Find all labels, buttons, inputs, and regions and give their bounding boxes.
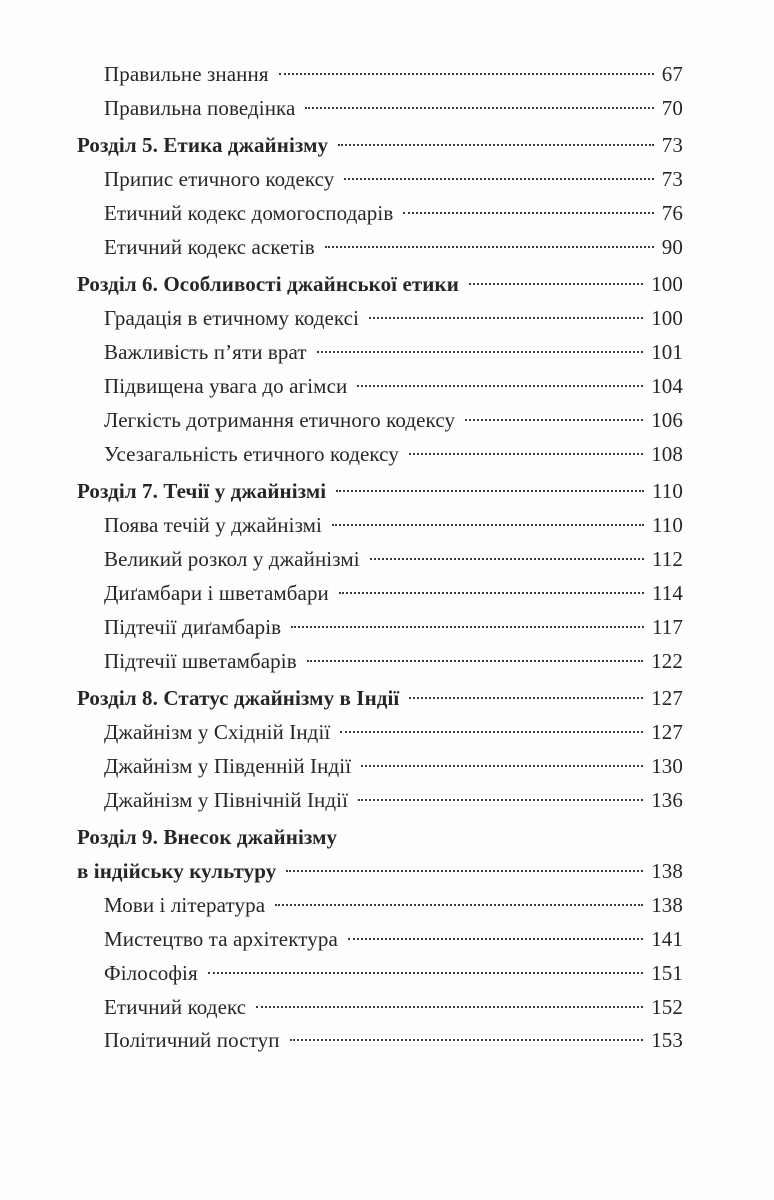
toc-subsection-entry: [77, 231, 683, 265]
toc-subsection-entry: [77, 750, 683, 784]
toc-page-number: 122: [651, 648, 683, 673]
toc-subsection-entry: [77, 370, 683, 404]
toc-entry-title: Поява течій у джайнізмі: [104, 513, 322, 538]
toc-entry-title: Підтечії диґамбарів: [104, 614, 282, 639]
toc-page-number: 130: [651, 753, 683, 778]
toc-subsection-entry: [77, 438, 683, 472]
toc-page-number: 106: [651, 407, 683, 432]
toc-page-number: 138: [651, 858, 683, 883]
toc-subsection-entry: [77, 92, 683, 126]
dot-leader: [465, 419, 643, 421]
dot-leader: [256, 1006, 643, 1008]
dot-leader: [317, 351, 644, 353]
toc-subsection-entry: [77, 923, 683, 957]
toc-page-number: 114: [651, 580, 683, 605]
toc-entry-title: Припис етичного кодексу: [104, 167, 335, 192]
dot-leader: [339, 592, 644, 594]
toc-entry-title: Мови і література: [104, 892, 266, 917]
toc-entry-title: Розділ 8. Статус джайнізму в Індії: [77, 686, 400, 711]
toc-page-number: 67: [661, 62, 683, 86]
toc-page-number: 153: [651, 1028, 683, 1053]
dot-leader: [275, 904, 643, 906]
toc-page-number: 138: [651, 892, 683, 917]
toc-entry-title: Етичний кодекс домогосподарів: [104, 201, 394, 226]
toc-page-number: 151: [651, 960, 683, 985]
toc-subsection-entry: [77, 957, 683, 991]
toc-chapter-entry: [77, 129, 683, 163]
dot-leader: [340, 731, 643, 733]
toc-subsection-entry: [77, 163, 683, 197]
dot-leader: [358, 799, 643, 801]
toc-page-number: 90: [661, 234, 683, 259]
dot-leader: [208, 972, 643, 974]
dot-leader: [338, 144, 654, 146]
toc-page-number: 73: [661, 167, 683, 192]
toc-page-number: 117: [651, 614, 683, 639]
dot-leader: [291, 626, 644, 628]
toc-entry-title: Етичний кодекс аскетів: [104, 234, 315, 259]
dot-leader: [403, 212, 653, 214]
toc-entry-title: Розділ 7. Течії у джайнізмі: [77, 479, 327, 504]
toc-entry-title: Філософія: [104, 960, 198, 985]
toc-page-number: 73: [661, 133, 683, 158]
dot-leader: [336, 490, 644, 492]
toc-subsection-entry: [77, 302, 683, 336]
dot-leader: [348, 938, 643, 940]
toc-page-number: 100: [651, 272, 683, 297]
toc-page-number: 110: [651, 513, 683, 538]
toc-chapter-entry: [77, 855, 683, 889]
table-of-contents: [77, 58, 683, 1058]
toc-page-number: 136: [651, 787, 683, 812]
toc-subsection-entry: [77, 197, 683, 231]
dot-leader: [370, 558, 644, 560]
toc-entry-title: Важливість п’яти врат: [104, 340, 307, 365]
toc-page-number: 127: [651, 719, 683, 744]
toc-chapter-entry: [77, 268, 683, 302]
dot-leader: [279, 73, 654, 75]
toc-subsection-entry: [77, 784, 683, 818]
toc-page-number: 152: [651, 994, 683, 1019]
toc-entry-title: Легкість дотримання етичного кодексу: [104, 407, 456, 432]
toc-chapter-entry: [77, 682, 683, 716]
dot-leader: [344, 178, 653, 180]
dot-leader: [286, 870, 643, 872]
toc-subsection-entry: [77, 577, 683, 611]
toc-entry-title: Розділ 5. Етика джайнізму: [77, 133, 329, 158]
dot-leader: [305, 107, 653, 109]
toc-subsection-entry: [77, 336, 683, 370]
toc-subsection-entry: [77, 404, 683, 438]
dot-leader: [469, 283, 643, 285]
toc-page-number: 101: [651, 340, 683, 365]
toc-entry-title: Правильне знання: [104, 62, 269, 86]
toc-subsection-entry: [77, 716, 683, 750]
dot-leader: [409, 453, 643, 455]
toc-subsection-entry: [77, 1024, 683, 1058]
toc-subsection-entry: [77, 645, 683, 679]
toc-entry-title: Підвищена увага до агімси: [104, 374, 348, 399]
toc-subsection-entry: [77, 889, 683, 923]
toc-entry-title: Розділ 6. Особливості джайнської етики: [77, 272, 459, 297]
dot-leader: [357, 385, 643, 387]
toc-entry-title: Підтечії шветамбарів: [104, 648, 297, 673]
toc-page-number: 110: [651, 479, 683, 504]
dot-leader: [361, 765, 643, 767]
toc-entry-title: в індійську культуру: [77, 858, 277, 883]
toc-chapter-entry: [77, 821, 683, 855]
toc-subsection-entry: [77, 611, 683, 645]
toc-page-number: 76: [661, 201, 683, 226]
toc-subsection-entry: [77, 543, 683, 577]
toc-entry-title: Градація в етичному кодексі: [104, 306, 360, 331]
toc-page-number: 70: [661, 95, 683, 120]
toc-entry-title: Великий розкол у джайнізмі: [104, 546, 360, 571]
toc-entry-title: Розділ 9. Внесок джайнізму: [77, 825, 338, 850]
toc-entry-title: Джайнізм у Східній Індії: [104, 719, 331, 744]
toc-page-number: 112: [651, 546, 683, 571]
toc-entry-title: Джайнізм у Південній Індії: [104, 753, 352, 778]
toc-entry-title: Джайнізм у Північній Індії: [104, 787, 349, 812]
toc-entry-title: Правильна поведінка: [104, 95, 296, 120]
toc-subsection-entry: [77, 991, 683, 1025]
dot-leader: [325, 246, 654, 248]
toc-page-number: 108: [651, 441, 683, 466]
dot-leader: [290, 1039, 644, 1041]
dot-leader: [369, 317, 643, 319]
toc-subsection-entry: [77, 509, 683, 543]
dot-leader: [307, 660, 643, 662]
toc-subsection-entry: [77, 58, 683, 92]
toc-entry-title: Усезагальність етичного кодексу: [104, 441, 399, 466]
toc-page-number: 100: [651, 306, 683, 331]
toc-entry-title: Етичний кодекс: [104, 994, 247, 1019]
toc-entry-title: Диґамбари і шветамбари: [104, 580, 329, 605]
toc-chapter-entry: [77, 475, 683, 509]
toc-page-number: 141: [651, 926, 683, 951]
toc-entry-title: Мистецтво та архітектура: [104, 926, 338, 951]
dot-leader: [332, 524, 644, 526]
toc-page-number: 127: [651, 686, 683, 711]
toc-entry-title: Політичний поступ: [104, 1028, 280, 1053]
dot-leader: [409, 697, 643, 699]
toc-page-number: 104: [651, 374, 683, 399]
